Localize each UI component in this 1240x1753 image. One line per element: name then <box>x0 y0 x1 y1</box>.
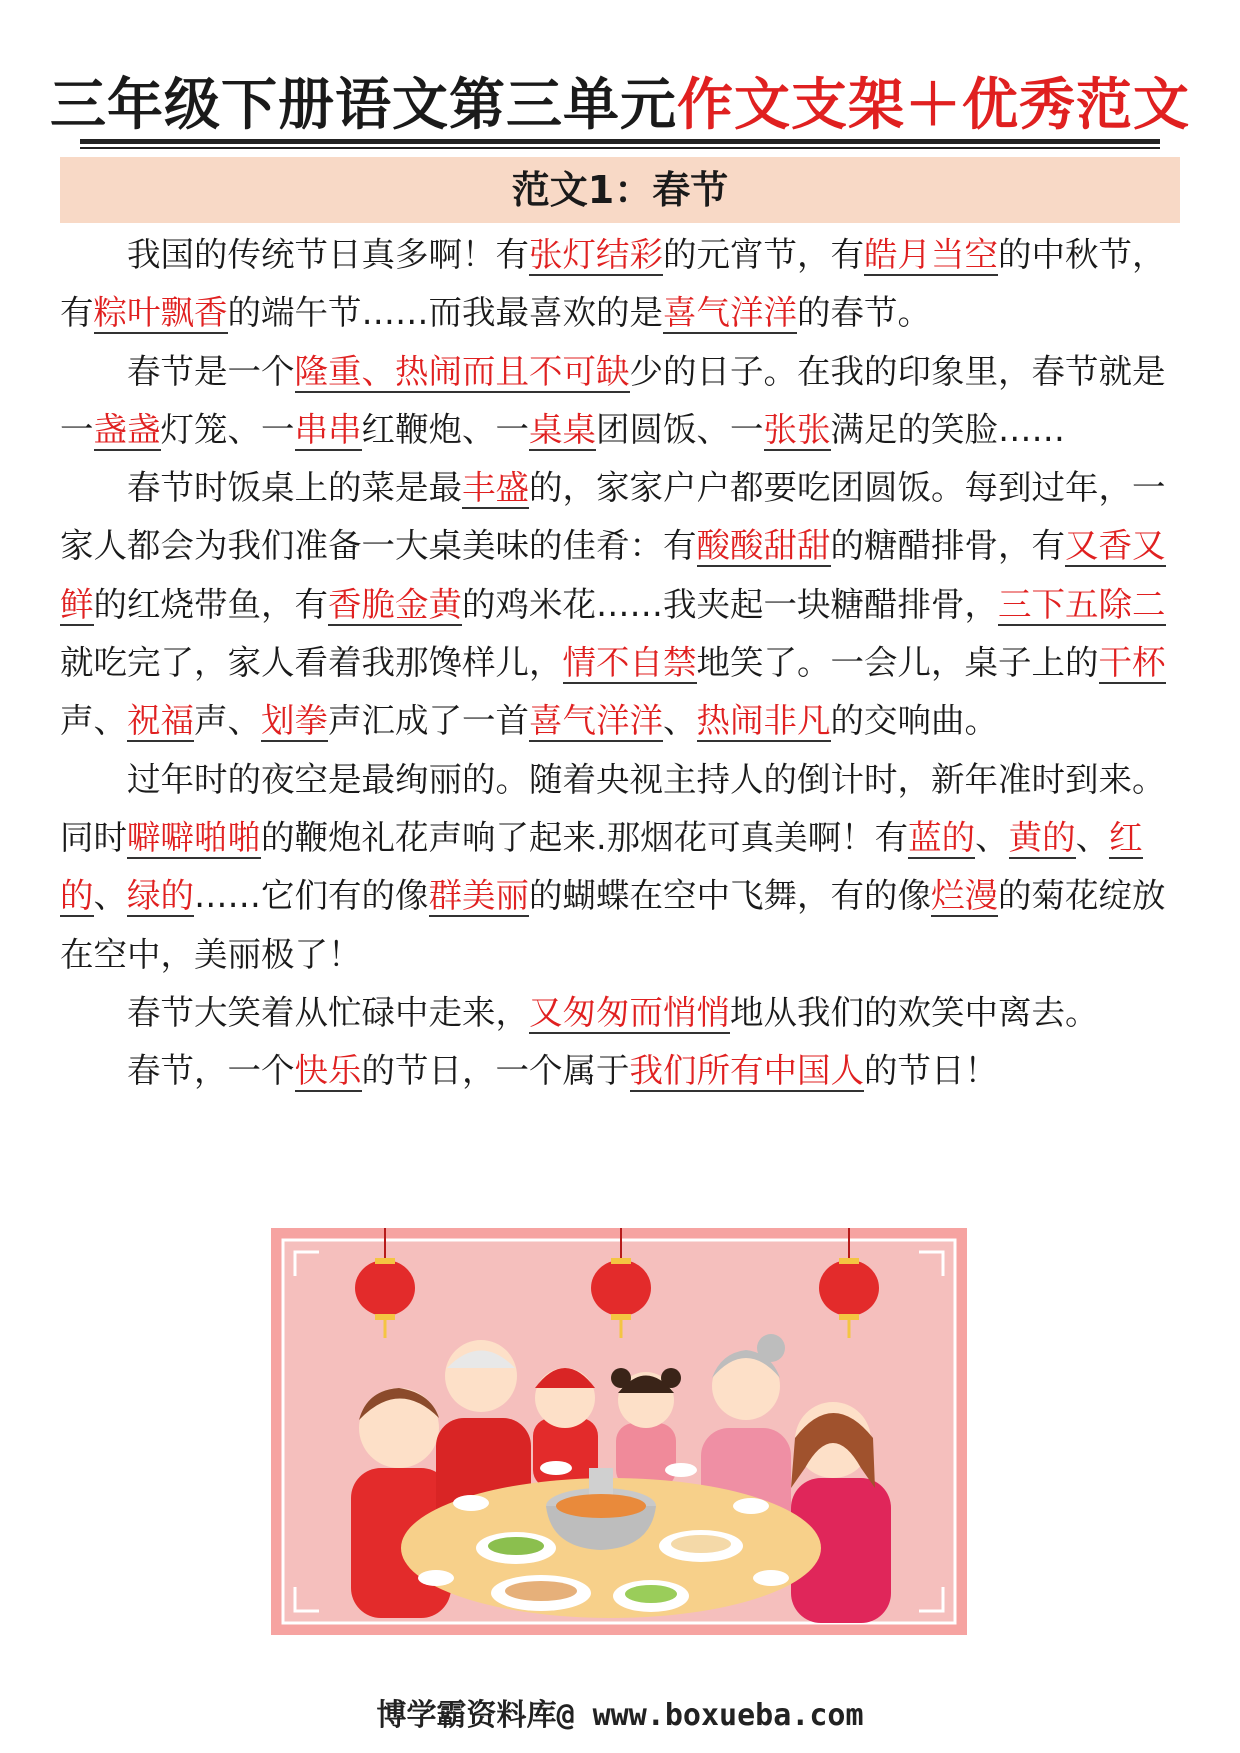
essay-paragraph <box>60 1042 1180 1100</box>
essay-text: 团圆饭、一 <box>596 409 764 449</box>
highlighted-phrase: 桌桌 <box>529 409 596 449</box>
essay-text: 的交响曲。 <box>830 701 998 741</box>
highlighted-phrase: 皓月当空 <box>864 235 998 274</box>
highlighted-phrase: 丰盛 <box>462 468 529 508</box>
essay-text: 的端午节……而我最喜欢的是 <box>227 293 663 333</box>
highlighted-phrase: 噼噼啪啪 <box>127 817 261 857</box>
highlighted-phrase: 我们所有中国人 <box>629 1051 864 1091</box>
bowl-icon <box>418 1570 454 1586</box>
essay-text: ……它们有的像 <box>194 876 429 916</box>
essay-text: 、 <box>663 701 697 741</box>
highlighted-phrase: 喜气洋洋 <box>529 701 663 741</box>
essay-text: 的节日，一个属于 <box>361 1051 630 1091</box>
highlighted-phrase: 香脆金黄 <box>328 584 462 624</box>
page-title <box>0 70 1240 142</box>
essay-text: 春节是一个 <box>127 351 295 391</box>
highlighted-phrase: 又匆匆而悄悄 <box>529 992 730 1032</box>
highlighted-phrase: 酸酸甜甜 <box>696 526 831 566</box>
bowl-icon <box>753 1570 789 1586</box>
essay-text: 地从我们的欢笑中离去。 <box>730 992 1099 1032</box>
bowl-icon <box>540 1461 572 1475</box>
essay-text: 的鸡米花……我夹起一块糖醋排骨， <box>462 584 998 624</box>
highlighted-phrase: 张张 <box>763 409 831 449</box>
highlighted-phrase: 张灯结彩 <box>529 235 663 274</box>
highlighted-phrase: 情不自禁 <box>562 643 697 683</box>
essay-text: 灯笼、一 <box>160 409 295 449</box>
essay-paragraph <box>60 343 1180 460</box>
essay-text: 的，家家户户都要吃团圆饭。每到过年，一家人都会为我们准备一大桌美味的佳肴：有 <box>60 468 1166 566</box>
dish-icon <box>613 1580 689 1612</box>
essay-text: 满足的笑脸…… <box>830 409 1065 449</box>
highlighted-phrase: 烂漫 <box>931 876 998 916</box>
highlighted-phrase: 祝福 <box>127 701 194 741</box>
essay-text: 、 <box>975 817 1009 857</box>
highlighted-phrase: 群美丽 <box>428 876 529 916</box>
highlighted-phrase: 干杯 <box>1098 643 1166 683</box>
essay-text: 的糖醋排骨，有 <box>830 526 1065 566</box>
essay-text: 的蝴蝶在空中飞舞，有的像 <box>529 876 931 916</box>
highlighted-phrase: 黄的 <box>1008 817 1076 857</box>
highlighted-phrase: 快乐 <box>294 1051 362 1091</box>
essay-text: 的春节。 <box>797 293 931 333</box>
essay-text: 过年时的夜空是最绚丽的。随着央视主持人的倒计时，新年准时到来。同时 <box>60 759 1166 857</box>
essay-text: 少的日子。在我的印象里，春节就是一 <box>60 351 1166 449</box>
essay-text: 地笑了。一会儿，桌子上的 <box>696 643 1099 683</box>
essay-text: 春节时饭桌上的菜是最 <box>127 468 462 508</box>
dish-icon <box>659 1530 743 1562</box>
essay-text: 声汇成了一首 <box>328 701 529 741</box>
essay-text: 声、 <box>194 701 261 741</box>
essay-text: 、 <box>1075 817 1110 857</box>
essay-paragraph <box>60 984 1180 1042</box>
highlighted-phrase: 蓝的 <box>908 817 976 857</box>
page-title-main: 三年级下册语文第三单元 <box>50 73 677 138</box>
page-title-highlight: 作文支架＋优秀范文 <box>677 73 1190 138</box>
essay-text: 的菊花绽放在空中，美丽极了！ <box>60 876 1166 974</box>
highlighted-phrase: 绿的 <box>127 876 194 916</box>
essay-paragraph <box>60 751 1180 984</box>
essay-text: 春节大笑着从忙碌中走来， <box>127 992 529 1032</box>
highlighted-phrase: 热闹非凡 <box>696 701 831 741</box>
highlighted-phrase: 三下五除二 <box>998 584 1166 624</box>
bowl-icon <box>453 1495 489 1511</box>
highlighted-phrase: 串串 <box>294 409 362 449</box>
family-reunion-illustration <box>271 1228 967 1635</box>
essay-text: 我国的传统节日真多啊！有 <box>127 235 529 274</box>
highlighted-phrase: 红的 <box>60 817 1143 916</box>
highlighted-phrase: 喜气洋洋 <box>663 293 797 333</box>
essay-text: 的中秋节，有 <box>60 235 1166 333</box>
essay-title: 范文1：春节 <box>511 168 729 212</box>
essay-text: 就吃完了，家人看着我那馋样儿， <box>60 643 563 683</box>
highlighted-phrase: 又香又鲜 <box>60 526 1166 624</box>
essay-paragraph <box>60 459 1180 750</box>
highlighted-phrase: 粽叶飘香 <box>93 293 228 333</box>
essay-text: 、 <box>93 876 127 916</box>
highlighted-phrase: 划拳 <box>261 701 328 741</box>
title-underline-thick <box>80 139 1160 144</box>
essay-text: 春节，一个 <box>127 1051 295 1091</box>
essay-text: 的鞭炮礼花声响了起来.那烟花可真美啊！有 <box>261 817 909 857</box>
essay-paragraph <box>60 226 1180 343</box>
essay-text: 声、 <box>60 701 127 741</box>
bowl-icon <box>733 1498 769 1514</box>
essay-text: 红鞭炮、一 <box>361 409 529 449</box>
essay-text: 的节日！ <box>864 1051 998 1091</box>
dish-icon <box>476 1532 556 1564</box>
bowl-icon <box>665 1463 697 1477</box>
footer-watermark: 博学霸资料库@ www.boxueba.com <box>376 1698 864 1733</box>
title-underline-thin <box>80 147 1160 149</box>
highlighted-phrase: 隆重、热闹而且不可缺 <box>294 351 630 391</box>
dish-icon <box>491 1575 591 1611</box>
essay-body <box>60 226 1180 1100</box>
highlighted-phrase: 盏盏 <box>93 409 161 449</box>
essay-text: 的元宵节，有 <box>663 235 864 274</box>
essay-text: 的红烧带鱼，有 <box>93 584 328 624</box>
